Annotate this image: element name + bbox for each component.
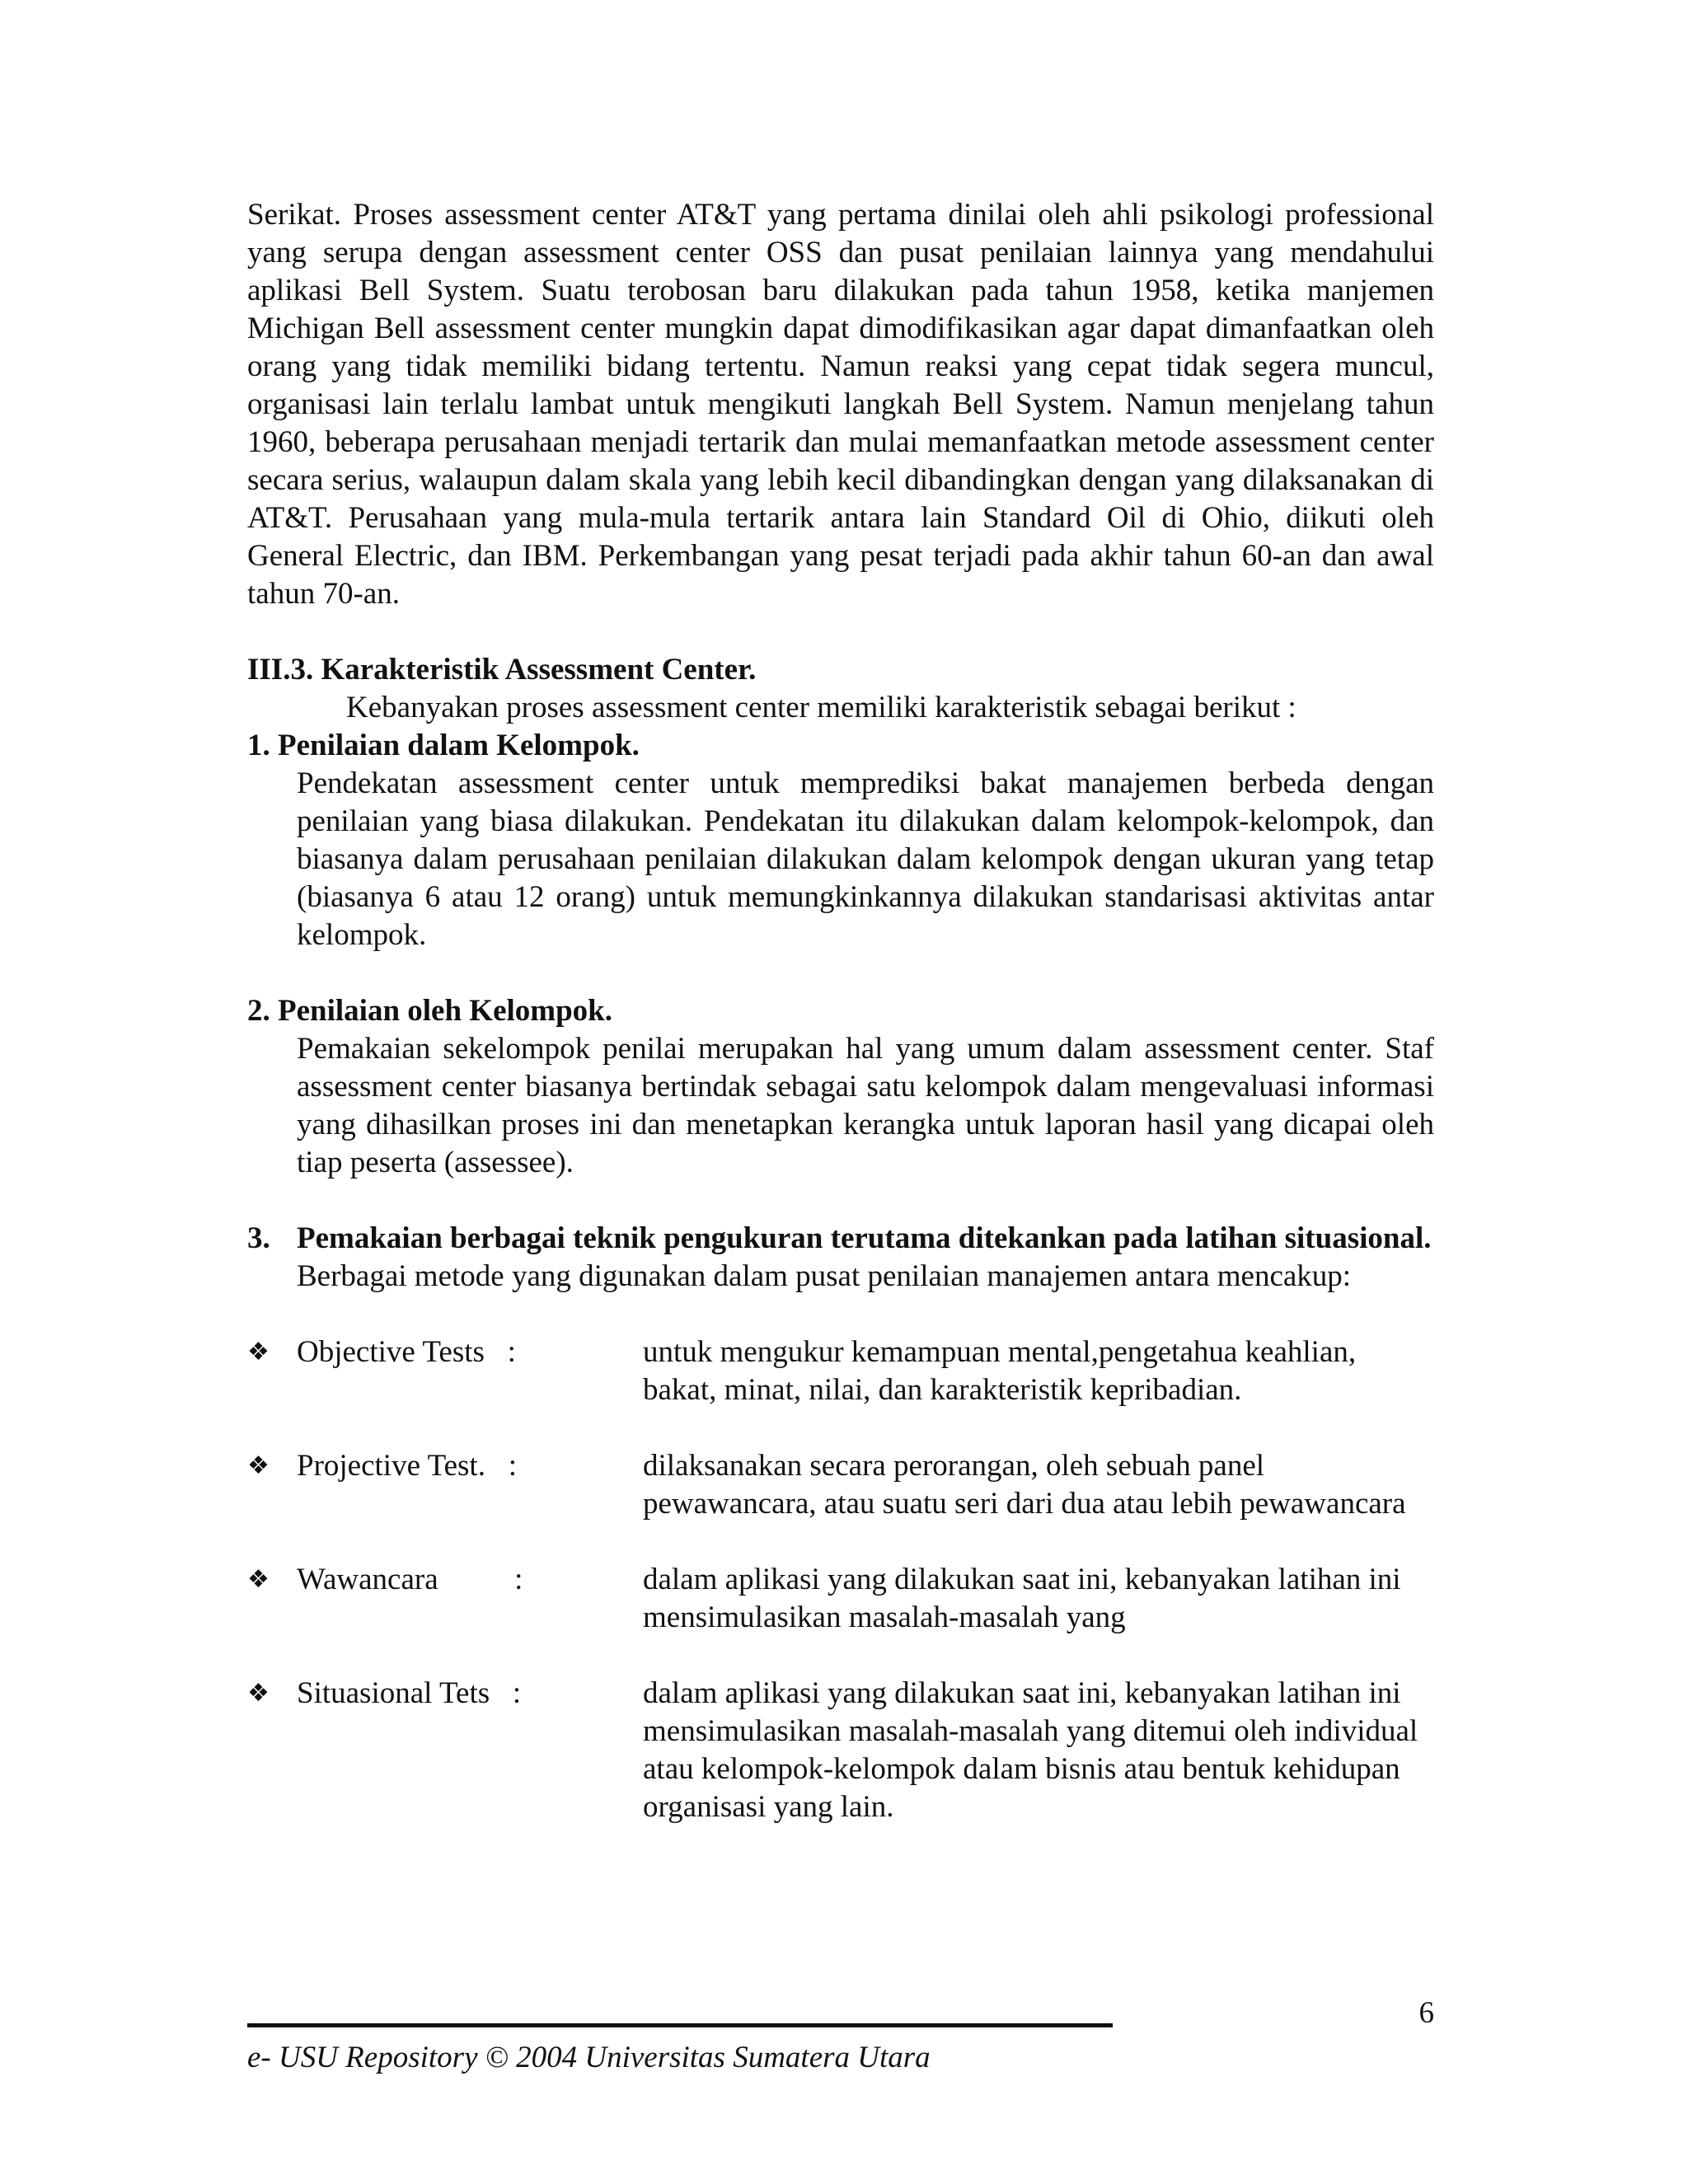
item-3-body: Berbagai metode yang digunakan dalam pusat penilaian manajemen antara mencakup: [297,1259,1352,1293]
item-3-heading-text: Pemakaian berbagai teknik pengukuran terutama ditekankan pada latihan situasional. [297,1221,1432,1255]
item-1-body: Pendekatan assessment center untuk memprediksi bakat manajemen berbeda dengan penilaian yang biasa dilakukan. Pendekatan itu dilakukan dalam kelompok-kelompok, dan biasanya dalam perusahaan penilaian dilakukan dalam kelompok dengan ukuran yang tetap (biasanya 6 atau 12 orang) untuk memungkinkannya dilakukan standarisasi aktivitas antar kelompok. [297,766,1434,952]
diamond-bullet-icon: ❖ [247,1338,270,1366]
footer-repository-text: e- USU Repository © 2004 Universitas Sumatera Utara [247,2041,931,2074]
section-heading: III.3. Karakteristik Assessment Center. [247,653,757,687]
method-description: dilaksanakan secara perorangan, oleh sebuah panel pewawancara, atau suatu seri dari dua atau lebih pewawancara [643,1449,1406,1521]
method-item [247,1675,1434,1826]
diamond-bullet-icon: ❖ [247,1679,270,1708]
method-item [247,1561,1434,1637]
page-content [247,196,1434,1864]
spacer [247,613,1434,651]
item-2-body: Pemakaian sekelompok penilai merupakan hal yang umum dalam assessment center. Staf assessment center biasanya bertindak sebagai satu kelompok dalam mengevaluasi informasi yang dihasilkan proses ini dan menetapkan kerangka untuk laporan hasil yang dicapai oleh tiap peserta (assessee). [297,1032,1434,1179]
method-description: dalam aplikasi yang dilakukan saat ini, kebanyakan latihan ini mensimulasikan masalah-masalah yang [643,1563,1401,1634]
spacer [247,954,1434,992]
item-3-heading [247,1220,1434,1258]
method-name: Situasional Tets : [297,1676,522,1710]
diamond-bullet-icon: ❖ [247,1565,270,1594]
diamond-bullet-icon: ❖ [247,1451,270,1480]
item-3-number: 3. [247,1221,270,1255]
method-item [247,1447,1434,1523]
footer-rule [247,2023,1113,2027]
intro-paragraph: Serikat. Proses assessment center AT&T yang pertama dinilai oleh ahli psikologi professional yang serupa dengan assessment center OSS dan pusat penilaian lainnya yang mendahului aplikasi Bell System. Suatu terobosan baru dilakukan pada tahun 1958, ketika manjemen Michigan Bell assessment center mungkin dapat dimodifikasikan agar dapat dimanfaatkan oleh orang yang tidak memiliki bidang tertentu. Namun reaksi yang cepat tidak segera muncul, organisasi lain terlalu lambat untuk mengikuti langkah Bell System. Namun menjelang tahun 1960, beberapa perusahaan menjadi tertarik dan mulai memanfaatkan metode assessment center secara serius, walaupun dalam skala yang lebih kecil dibandingkan dengan yang dilaksanakan di AT&T. Perusahaan yang mula-mula tertarik antara lain Standard Oil di Ohio, diikuti oleh General Electric, dan IBM. Perkembangan yang pesat terjadi pada akhir tahun 60-an dan awal tahun 70-an. [247,198,1434,611]
item-2-heading: 2. Penilaian oleh Kelompok. [247,994,613,1028]
method-name: Projective Test. : [297,1449,517,1483]
spacer [247,1182,1434,1220]
section-lead: Kebanyakan proses assessment center memiliki karakteristik sebagai berikut : [346,691,1296,724]
method-description: untuk mengukur kemampuan mental,pengetahua keahlian, bakat, minat, nilai, dan karakteristik kepribadian. [643,1335,1357,1407]
item-1-heading: 1. Penilaian dalam Kelompok. [247,729,640,762]
method-name: Wawancara : [297,1563,523,1596]
method-name: Objective Tests : [297,1335,516,1369]
method-list [247,1333,1434,1826]
method-item [247,1333,1434,1409]
method-description: dalam aplikasi yang dilakukan saat ini, kebanyakan latihan ini mensimulasikan masalah-masalah yang ditemui oleh individual atau kelompok-kelompok dalam bisnis atau bentuk kehidupan organisasi yang lain. [643,1676,1418,1824]
page-number: 6 [1418,1996,1434,2030]
